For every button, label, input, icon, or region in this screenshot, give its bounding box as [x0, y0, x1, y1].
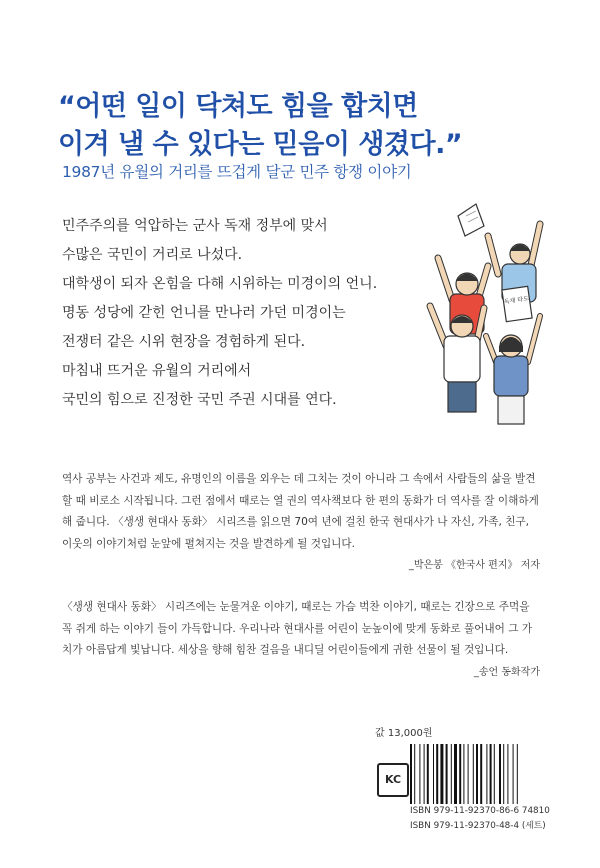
headline-line-2: 이겨 낼 수 있다는 믿음이 생겼다.” — [58, 129, 463, 160]
barcode-bar — [451, 744, 452, 804]
headline-quote — [58, 88, 558, 164]
protest-sign — [502, 286, 532, 321]
review-text: 〈생생 현대사 동화〉 시리즈에는 눈물겨운 이야기, 때로는 가슴 벅찬 이야기, 때로는 긴장으로 주먹을 꼭 쥐게 하는 이야기 들이 가득합니다. 우리나라 현대사를 어린이 눈높이에 맞게 동화로 풀어내어 그 가치가 아름답게 빛납니다. 세상을 향해 힘찬 걸음을 내디딜 어린이들에게 귀한 선물이 될 것입니다. — [62, 601, 533, 656]
barcode-bar — [419, 744, 420, 804]
price: 값 13,000원 — [375, 728, 433, 739]
barcode-bar — [486, 744, 487, 804]
barcode-bar — [440, 744, 443, 804]
intro-line: 수많은 국민이 거리로 나섰다. — [62, 247, 243, 263]
review-text: 역사 공부는 사건과 제도, 유명인의 이름을 외우는 데 그치는 것이 아니라 그 속에서 사람들의 삶을 발견할 때 비로소 시작됩니다. 그런 점에서 때로는 열 권의 역사책보다 한 편의 동화가 더 역사를 잘 이해하게 해 줍니다. 〈생생 현대사 동화〉 시리즈를 읽으면 70여 년에 걸친 한국 현대사가 나 자신, 가족, 친구, 이웃의 이야기처럼 눈앞에 펼쳐지는 것을 발견하게 될 것입니다. — [62, 473, 539, 550]
review-signature: _송언 동화작가 — [473, 666, 540, 678]
review-2 — [62, 597, 540, 683]
subtitle: 1987년 유월의 거리를 뜨겁게 달군 민주 항쟁 이야기 — [62, 163, 412, 181]
intro-line: 전쟁터 같은 시위 현장을 경험하게 된다. — [62, 334, 306, 350]
barcode-bar — [459, 744, 461, 804]
barcode-bar — [507, 744, 508, 804]
review-signature: _박은봉 《한국사 편지》 저자 — [408, 560, 540, 571]
barcode-bar — [473, 744, 474, 804]
flying-paper-icon — [458, 204, 484, 236]
barcode-bar — [463, 744, 464, 804]
intro-line: 대학생이 되자 온힘을 다해 시위하는 미경이의 언니. — [62, 276, 378, 292]
barcode-bar — [513, 744, 514, 804]
intro-line: 마침내 뜨거운 유월의 거리에서 — [62, 363, 252, 379]
price-area — [375, 724, 571, 743]
barcode-bar — [503, 744, 504, 804]
barcode — [410, 744, 568, 804]
sign-text: 독재 타도 — [503, 295, 530, 306]
intro-text — [62, 212, 377, 415]
intro-line: 국민의 힘으로 진정한 국민 주권 시대를 연다. — [62, 392, 337, 408]
headline-line-1: “어떤 일이 닥쳐도 힘을 합치면 — [58, 91, 418, 122]
barcode-bar — [490, 744, 492, 804]
barcode-bar — [480, 744, 482, 804]
barcode-bar — [436, 744, 438, 804]
barcode-bar — [427, 744, 429, 804]
barcode-bar — [476, 744, 478, 804]
barcode-bar — [468, 744, 469, 804]
review-1 — [62, 469, 540, 577]
barcode-bar — [517, 744, 518, 804]
isbn-line-1: ISBN 979-11-92370-86-6 74810 — [410, 806, 550, 816]
protester-right — [486, 316, 540, 424]
barcode-bar — [454, 744, 457, 804]
kc-mark-text: KC — [384, 773, 402, 786]
barcode-bar — [424, 744, 425, 804]
barcode-bar — [410, 744, 412, 804]
intro-line: 민주주의를 억압하는 군사 독재 정부에 맞서 — [62, 218, 328, 234]
kc-mark-icon — [377, 763, 409, 797]
isbn-line-2: ISBN 979-11-92370-48-4 (세트) — [410, 821, 546, 831]
barcode-bar — [499, 744, 501, 804]
protesters-illustration — [418, 196, 568, 428]
barcode-bar — [494, 744, 495, 804]
intro-line: 명동 성당에 갇힌 언니를 만나러 가던 미경이는 — [62, 305, 346, 321]
barcode-bar — [446, 744, 448, 804]
barcode-bar — [433, 744, 434, 804]
barcode-bar — [414, 744, 415, 804]
